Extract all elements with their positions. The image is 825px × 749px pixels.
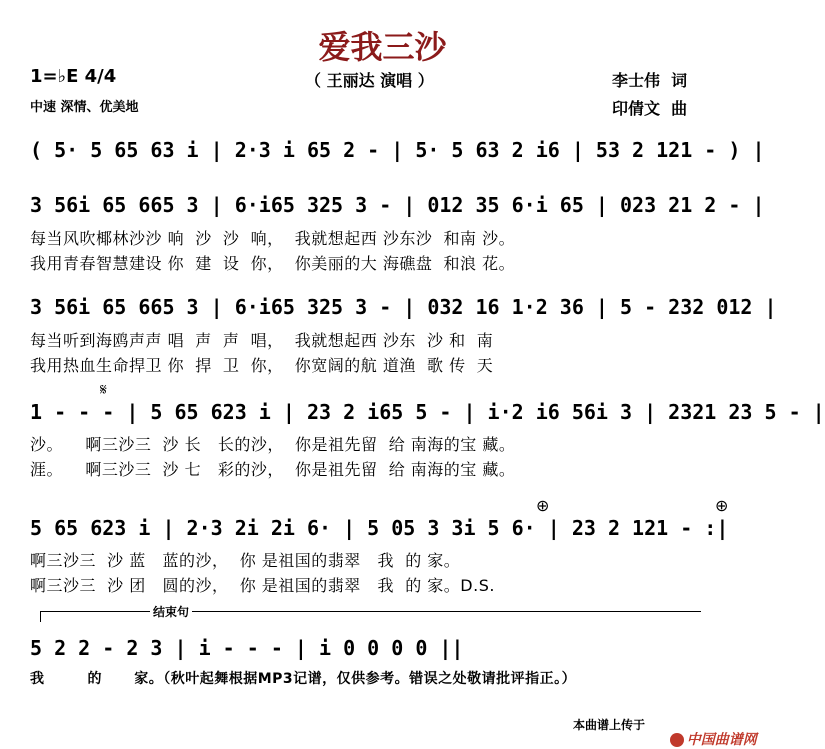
- score-row-6-notes: 5 2 2 - 2 3 | i - - - | i 0 0 0 0 ||: [30, 636, 464, 660]
- score-row-2-lyric-2: 我用青春智慧建设 你 建 设 你， 你美丽的大 海礁盘 和浪 花。: [30, 254, 516, 273]
- site-logo-icon: [670, 733, 684, 747]
- score-row-5-notes: 5 65 623 i | 2·3 2i 2i 6· | 5 05 3 3i 5 6· | 23 2 121 - :|: [30, 516, 729, 540]
- key-signature: 1=♭E 4/4: [30, 66, 117, 87]
- score-row-6-lyric-1: 我 的 家。（秋叶起舞根据MP3记谱，仅供参考。错误之处敬请批评指正。）: [30, 671, 577, 687]
- score-row-2-lyric-1: 每当风吹椰林沙沙 响 沙 沙 响， 我就想起西 沙东沙 和南 沙。: [30, 229, 516, 248]
- composer-credit: 印倩文 曲: [612, 99, 688, 118]
- segno-sign: 𝄋: [100, 380, 107, 399]
- score-row-3-notes: 3 56i 65 665 3 | 6·i65 325 3 - | 032 16 1·2 36 | 5 - 232 012 |: [30, 295, 777, 319]
- score-row-3-lyric-2: 我用热血生命捍卫 你 捍 卫 你， 你宽阔的航 道渔 歌 传 天: [30, 356, 494, 375]
- footer-upload-text: 本曲谱上传于: [573, 718, 646, 732]
- score-row-2-notes: 3 56i 65 665 3 | 6·i65 325 3 - | 012 35 6·i 65 | 023 21 2 - |: [30, 193, 765, 217]
- ending-label: 结束句: [150, 603, 192, 620]
- coda-sign-2: ⊕: [715, 496, 729, 515]
- score-row-5-lyric-1: 啊三沙三 沙 蓝 蓝的沙， 你 是祖国的翡翠 我 的 家。: [30, 551, 461, 570]
- footer-site-logo[interactable]: [660, 713, 757, 749]
- score-row-4-lyric-2: 涯。 啊三沙三 沙 七 彩的沙， 你是祖先留 给 南海的宝 藏。: [30, 460, 516, 479]
- lyricist-credit: 李士伟 词: [612, 71, 688, 90]
- score-row-4-notes: 1 - - - | 5 65 623 i | 23 2 i65 5 - | i·2 i6 56i 3 | 2321 23 5 - |: [30, 400, 825, 424]
- score-row-5-lyric-2: 啊三沙三 沙 团 圆的沙， 你 是祖国的翡翠 我 的 家。D.S.: [30, 576, 495, 595]
- ending-bracket: [40, 611, 701, 622]
- score-row-4-lyric-1: 沙。 啊三沙三 沙 长 长的沙， 你是祖先留 给 南海的宝 藏。: [30, 435, 516, 454]
- singer-credit: （ 王丽达 演唱 ）: [305, 71, 434, 90]
- footer-site-name: 中国曲谱网: [686, 732, 757, 748]
- score-row-1-notes: ( 5· 5 65 63 i | 2·3 i 65 2 - | 5· 5 63 2 i6 | 53 2 121 - ) |: [30, 138, 765, 162]
- tempo-marking: 中速 深情、优美地: [30, 100, 139, 115]
- song-title: 爱我三沙: [318, 28, 447, 66]
- coda-sign-1: ⊕: [536, 496, 550, 515]
- score-row-3-lyric-1: 每当听到海鸥声声 唱 声 声 唱， 我就想起西 沙东 沙 和 南: [30, 331, 494, 350]
